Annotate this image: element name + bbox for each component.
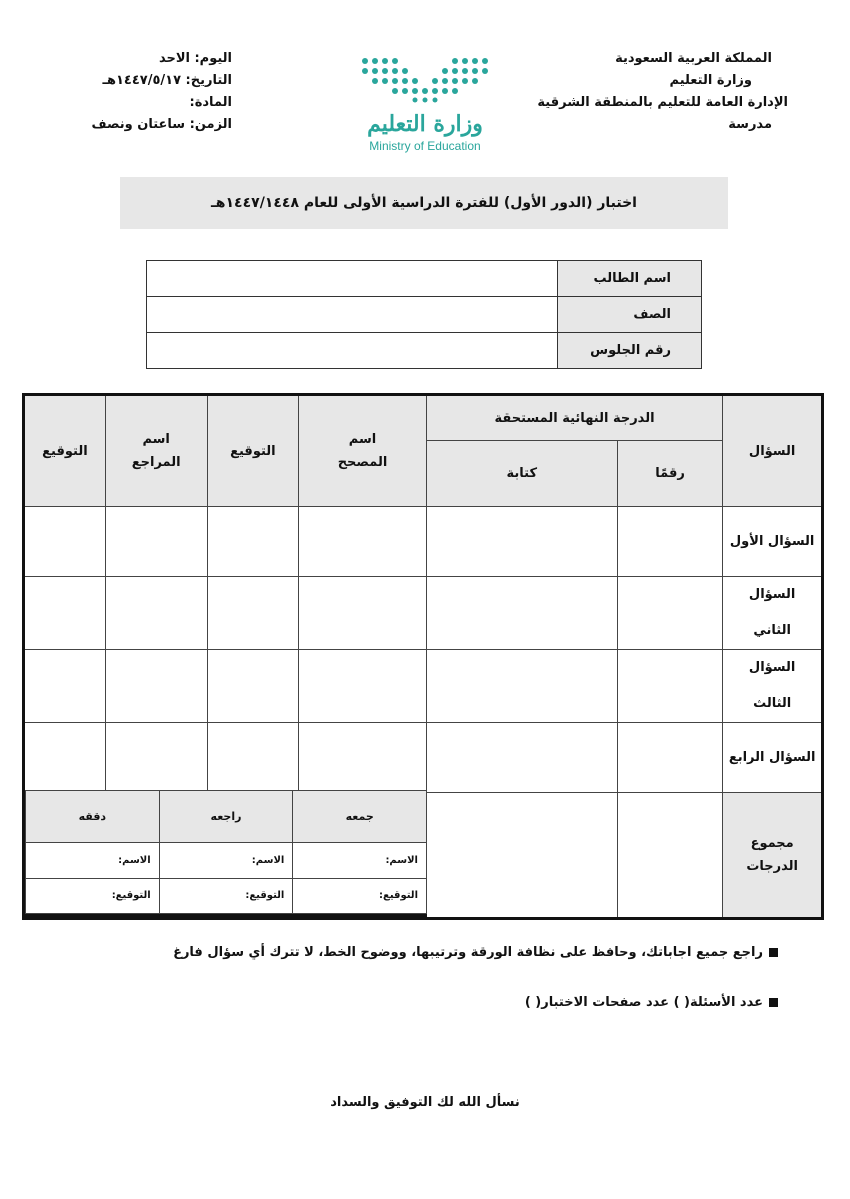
reviewer-name-header bbox=[105, 395, 207, 507]
class-field[interactable] bbox=[147, 297, 558, 333]
audited-header: دققه bbox=[26, 791, 160, 843]
q1-reviewer-cell[interactable] bbox=[105, 507, 207, 577]
reviewed-signature-field[interactable]: التوقيع: bbox=[159, 878, 293, 914]
total-label bbox=[723, 793, 823, 919]
school-name: مدرسة bbox=[728, 117, 772, 132]
question-row-1 bbox=[24, 507, 823, 577]
ministry-name: وزارة التعليم bbox=[669, 73, 752, 88]
reviewer-signature-header: التوقيع bbox=[24, 395, 106, 507]
q2-words-cell[interactable] bbox=[426, 577, 617, 650]
corrector-name-header bbox=[299, 395, 427, 507]
reviewer-name-line2: المراجع bbox=[131, 455, 181, 470]
question-2-line1: السؤال bbox=[748, 587, 796, 602]
student-name-label: اسم الطالب bbox=[558, 261, 702, 297]
question-row-2 bbox=[24, 577, 823, 650]
q1-corrector-sign-cell[interactable] bbox=[207, 507, 299, 577]
question-1-label bbox=[723, 507, 823, 577]
corrector-name-line2: المصحح bbox=[337, 455, 388, 470]
square-bullet-icon bbox=[769, 998, 778, 1007]
student-info-table bbox=[146, 260, 702, 369]
corrector-name-line1: اسم bbox=[348, 432, 377, 447]
audited-name-field[interactable]: الاسم: bbox=[26, 843, 160, 879]
class-label: الصف bbox=[558, 297, 702, 333]
q2-number-cell[interactable] bbox=[617, 577, 723, 650]
corrector-signature-header: التوقيع bbox=[207, 395, 299, 507]
question-3-label bbox=[723, 650, 823, 723]
q2-reviewer-sign-cell[interactable] bbox=[24, 577, 106, 650]
header-exam-meta bbox=[72, 48, 232, 136]
collected-name-field[interactable]: الاسم: bbox=[293, 843, 427, 879]
question-header: السؤال bbox=[723, 395, 823, 507]
q3-corrector-cell[interactable] bbox=[299, 650, 427, 723]
question-1-text: السؤال الأول bbox=[729, 533, 815, 549]
q4-corrector-sign-cell[interactable] bbox=[207, 723, 299, 793]
question-row-3 bbox=[24, 650, 823, 723]
header-ministry-block bbox=[532, 48, 788, 136]
q4-reviewer-cell[interactable] bbox=[105, 723, 207, 793]
exam-day: اليوم: الاحد bbox=[158, 51, 232, 66]
seat-number-row bbox=[147, 333, 702, 369]
audit-block bbox=[22, 790, 427, 917]
q3-words-cell[interactable] bbox=[426, 650, 617, 723]
q2-corrector-cell[interactable] bbox=[299, 577, 427, 650]
logo-arabic-text: وزارة التعليم bbox=[367, 111, 483, 137]
reviewer-name-line1: اسم bbox=[142, 432, 170, 447]
q1-number-cell[interactable] bbox=[617, 507, 723, 577]
exam-title: اختبار (الدور الأول) للفترة الدراسية الأولى للعام ١٤٤٧/١٤٤٨هـ bbox=[120, 177, 728, 229]
student-name-field[interactable] bbox=[147, 261, 558, 297]
q3-reviewer-cell[interactable] bbox=[105, 650, 207, 723]
total-words-cell[interactable] bbox=[426, 793, 617, 919]
q4-number-cell[interactable] bbox=[617, 723, 723, 793]
final-grade-header: الدرجة النهائية المستحقة bbox=[426, 395, 723, 441]
instructions bbox=[98, 942, 778, 1042]
q4-reviewer-sign-cell[interactable] bbox=[24, 723, 106, 793]
kingdom-name: المملكة العربية السعودية bbox=[615, 51, 772, 66]
q3-number-cell[interactable] bbox=[617, 650, 723, 723]
exam-duration: الزمن: ساعتان ونصف bbox=[91, 117, 232, 132]
student-name-row bbox=[147, 261, 702, 297]
seat-number-field[interactable] bbox=[147, 333, 558, 369]
grade-in-words-header: كتابة bbox=[426, 441, 617, 507]
question-2-line2: الثاني bbox=[753, 623, 791, 638]
total-line2: الدرجات bbox=[746, 859, 798, 874]
q2-reviewer-cell[interactable] bbox=[105, 577, 207, 650]
question-2-label bbox=[723, 577, 823, 650]
q3-corrector-sign-cell[interactable] bbox=[207, 650, 299, 723]
grade-in-numbers-header: رقمًا bbox=[617, 441, 723, 507]
class-row bbox=[147, 297, 702, 333]
instruction-2 bbox=[98, 992, 778, 1014]
q1-reviewer-sign-cell[interactable] bbox=[24, 507, 106, 577]
administration-name: الإدارة العامة للتعليم بالمنطقة الشرقية bbox=[537, 95, 788, 110]
question-3-line2: الثالث bbox=[753, 696, 792, 711]
instruction-1 bbox=[98, 942, 778, 964]
ministry-logo bbox=[355, 55, 495, 155]
exam-date: التاريخ: ١٤٤٧/٥/١٧هـ bbox=[102, 73, 232, 88]
q3-reviewer-sign-cell[interactable] bbox=[24, 650, 106, 723]
closing-wish: نسأل الله لك التوفيق والسداد bbox=[330, 1095, 520, 1110]
collected-header: جمعه bbox=[293, 791, 427, 843]
logo-dots-icon bbox=[355, 55, 495, 105]
seat-number-label: رقم الجلوس bbox=[558, 333, 702, 369]
audit-table bbox=[25, 790, 427, 914]
q1-words-cell[interactable] bbox=[426, 507, 617, 577]
reviewed-header: راجعه bbox=[159, 791, 293, 843]
collected-signature-field[interactable]: التوقيع: bbox=[293, 878, 427, 914]
audited-signature-field[interactable]: التوقيع: bbox=[26, 878, 160, 914]
total-number-cell[interactable] bbox=[617, 793, 723, 919]
question-3-line1: السؤال bbox=[748, 660, 796, 675]
question-4-text: السؤال الرابع bbox=[728, 749, 816, 765]
instruction-1-text: راجع جميع اجاباتك، وحافظ على نظافة الورقة وترتيبها، ووضوح الخط، لا تترك أي سؤال فارغ bbox=[173, 945, 763, 960]
question-4-label bbox=[723, 723, 823, 793]
total-line1: مجموع bbox=[750, 836, 794, 851]
logo-english-text: Ministry of Education bbox=[369, 139, 481, 153]
square-bullet-icon bbox=[769, 948, 778, 957]
q1-corrector-cell[interactable] bbox=[299, 507, 427, 577]
question-row-4 bbox=[24, 723, 823, 793]
instruction-2-text: عدد الأسئلة( ) عدد صفحات الاختبار( ) bbox=[524, 995, 763, 1010]
reviewed-name-field[interactable]: الاسم: bbox=[159, 843, 293, 879]
q2-corrector-sign-cell[interactable] bbox=[207, 577, 299, 650]
q4-words-cell[interactable] bbox=[426, 723, 617, 793]
q4-corrector-cell[interactable] bbox=[299, 723, 427, 793]
exam-subject: المادة: bbox=[189, 95, 232, 110]
